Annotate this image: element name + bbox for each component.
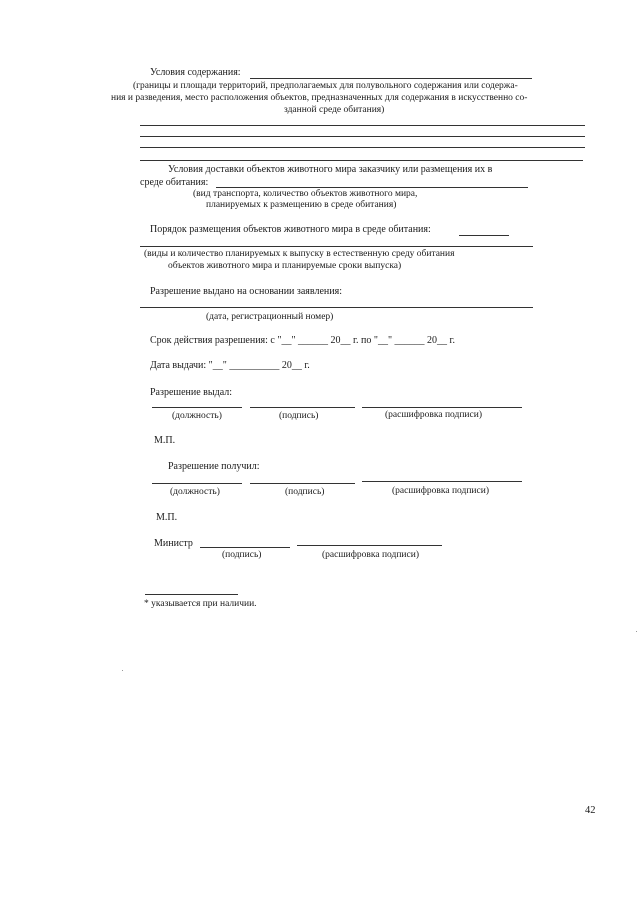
issued-by-decoding-hint: (расшифровка подписи) xyxy=(385,410,482,420)
conditions-hint-line2: ния и разведения, место расположения объектов, предназначенных для содержания в искусственно со- xyxy=(111,93,528,103)
delivery-hint-line1: (вид транспорта, количество объектов животного мира, xyxy=(193,189,418,199)
conditions-fill-line xyxy=(250,78,532,79)
scan-speck xyxy=(122,670,123,671)
received-by-position-line xyxy=(152,483,242,484)
issued-by-position-hint: (должность) xyxy=(172,411,222,421)
delivery-line2: среде обитания: xyxy=(140,177,209,188)
conditions-hint-line3: зданной среде обитания) xyxy=(284,105,385,115)
basis-hint: (дата, регистрационный номер) xyxy=(206,312,334,322)
minister-signature-hint: (подпись) xyxy=(222,550,262,560)
received-by-decoding-hint: (расшифровка подписи) xyxy=(392,486,489,496)
placement-blank-line xyxy=(140,246,533,247)
minister-decoding-hint: (расшифровка подписи) xyxy=(322,550,419,560)
footnote-separator xyxy=(145,594,238,595)
conditions-blank-line-4 xyxy=(140,160,583,161)
stamp-2: М.П. xyxy=(156,512,178,523)
conditions-blank-line-2 xyxy=(140,136,585,137)
received-by-decoding-line xyxy=(362,481,522,482)
footnote-text: * указывается при наличии. xyxy=(144,599,257,609)
placement-hint-line2: объектов животного мира и планируемые сроки выпуска) xyxy=(168,261,402,271)
delivery-hint-line2: планируемых к размещению в среде обитания) xyxy=(206,200,397,210)
issued-by-label: Разрешение выдал: xyxy=(150,387,232,398)
issue-date-text: Дата выдачи: "__" __________ 20__ г. xyxy=(150,360,310,371)
stamp-1: М.П. xyxy=(154,435,176,446)
placement-hint-line1: (виды и количество планируемых к выпуску в естественную среду обитания xyxy=(144,249,455,259)
conditions-blank-line-1 xyxy=(140,125,585,126)
received-by-signature-hint: (подпись) xyxy=(285,487,325,497)
issued-by-position-line xyxy=(152,407,242,408)
basis-fill-line xyxy=(140,307,533,308)
validity-text: Срок действия разрешения: с "__" ______ 20__ г. по "__" ______ 20__ г. xyxy=(150,335,455,346)
received-by-signature-line xyxy=(250,483,355,484)
page-number: 42 xyxy=(585,805,596,816)
conditions-blank-line-3 xyxy=(140,147,585,148)
conditions-hint-line1: (границы и площади территорий, предполагаемых для полувольного содержания или содержа- xyxy=(133,81,518,91)
basis-label: Разрешение выдано на основании заявления: xyxy=(150,286,342,297)
placement-label: Порядок размещения объектов животного мира в среде обитания: xyxy=(150,224,431,235)
minister-decoding-line xyxy=(297,545,442,546)
received-by-label: Разрешение получил: xyxy=(168,461,260,472)
conditions-label: Условия содержания: xyxy=(150,67,241,78)
issued-by-signature-line xyxy=(250,407,355,408)
minister-signature-line xyxy=(200,547,290,548)
placement-fill-line xyxy=(459,235,509,236)
issued-by-decoding-line xyxy=(362,407,522,408)
received-by-position-hint: (должность) xyxy=(170,487,220,497)
scan-speck xyxy=(636,631,637,632)
delivery-line1: Условия доставки объектов животного мира заказчику или размещения их в xyxy=(168,164,493,175)
minister-label: Министр xyxy=(154,538,193,549)
issued-by-signature-hint: (подпись) xyxy=(279,411,319,421)
